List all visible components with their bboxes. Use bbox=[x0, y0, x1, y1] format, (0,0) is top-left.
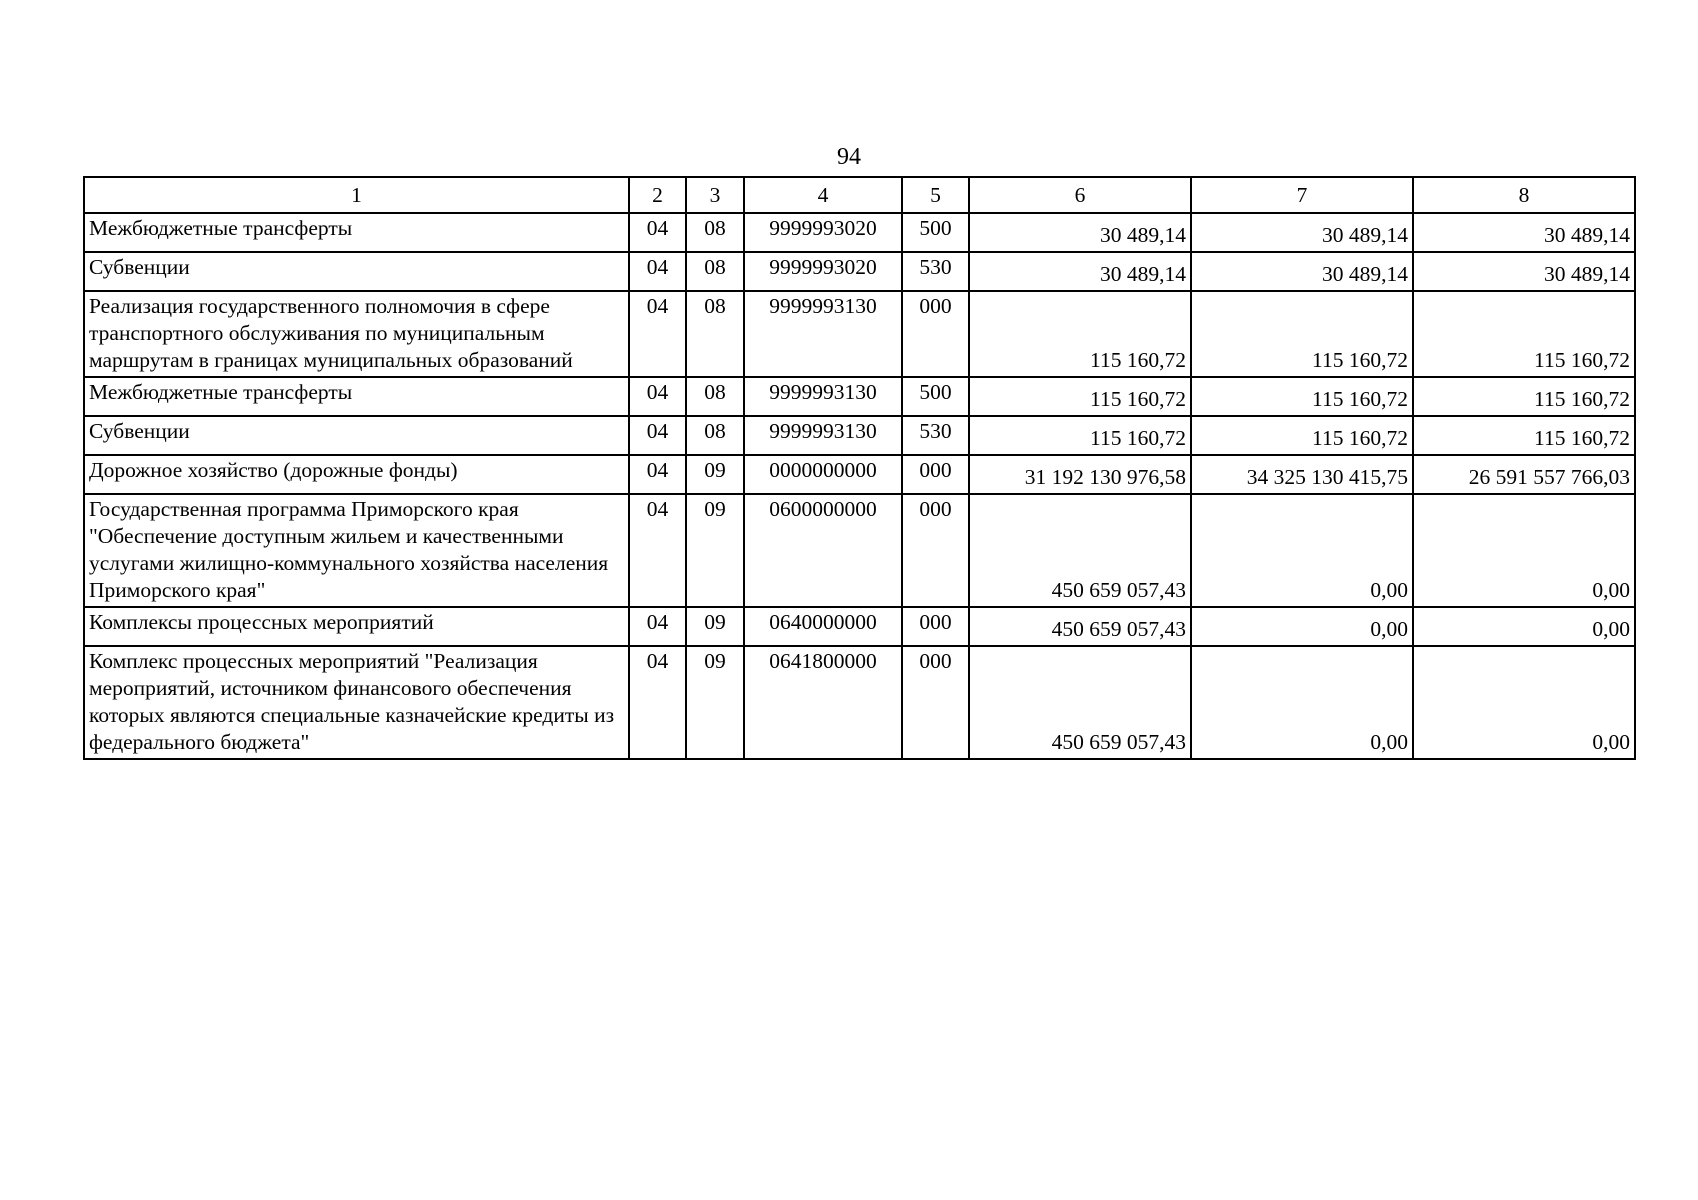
expense-type-code: 500 bbox=[902, 377, 969, 416]
expense-type-code: 000 bbox=[902, 291, 969, 377]
subsection-code: 08 bbox=[686, 416, 744, 455]
section-code: 04 bbox=[629, 455, 686, 494]
amount-col8: 0,00 bbox=[1413, 646, 1635, 759]
amount-col6: 115 160,72 bbox=[969, 291, 1191, 377]
amount-col8: 115 160,72 bbox=[1413, 416, 1635, 455]
amount-col7: 115 160,72 bbox=[1191, 416, 1413, 455]
table-row bbox=[84, 607, 1635, 646]
column-header: 5 bbox=[902, 177, 969, 213]
row-name: Межбюджетные трансферты bbox=[84, 377, 629, 416]
expense-type-code: 000 bbox=[902, 607, 969, 646]
target-article-code: 9999993020 bbox=[744, 213, 902, 252]
expense-type-code: 530 bbox=[902, 416, 969, 455]
subsection-code: 08 bbox=[686, 213, 744, 252]
row-name: Комплексы процессных мероприятий bbox=[84, 607, 629, 646]
target-article-code: 0600000000 bbox=[744, 494, 902, 607]
amount-col7: 0,00 bbox=[1191, 646, 1413, 759]
amount-col6: 115 160,72 bbox=[969, 377, 1191, 416]
amount-col6: 30 489,14 bbox=[969, 213, 1191, 252]
amount-col8: 30 489,14 bbox=[1413, 213, 1635, 252]
table-row bbox=[84, 252, 1635, 291]
column-header: 1 bbox=[84, 177, 629, 213]
table-row bbox=[84, 291, 1635, 377]
row-name: Межбюджетные трансферты bbox=[84, 213, 629, 252]
subsection-code: 08 bbox=[686, 252, 744, 291]
section-code: 04 bbox=[629, 377, 686, 416]
table-row bbox=[84, 455, 1635, 494]
budget-table bbox=[83, 176, 1636, 760]
amount-col8: 115 160,72 bbox=[1413, 291, 1635, 377]
page-number: 94 bbox=[837, 144, 861, 170]
column-header: 4 bbox=[744, 177, 902, 213]
table-header-row bbox=[84, 177, 1635, 213]
section-code: 04 bbox=[629, 494, 686, 607]
column-header: 3 bbox=[686, 177, 744, 213]
expense-type-code: 530 bbox=[902, 252, 969, 291]
target-article-code: 0641800000 bbox=[744, 646, 902, 759]
column-header: 6 bbox=[969, 177, 1191, 213]
amount-col8: 30 489,14 bbox=[1413, 252, 1635, 291]
amount-col7: 30 489,14 bbox=[1191, 213, 1413, 252]
amount-col7: 0,00 bbox=[1191, 607, 1413, 646]
subsection-code: 08 bbox=[686, 291, 744, 377]
expense-type-code: 000 bbox=[902, 455, 969, 494]
row-name: Дорожное хозяйство (дорожные фонды) bbox=[84, 455, 629, 494]
amount-col6: 115 160,72 bbox=[969, 416, 1191, 455]
amount-col6: 450 659 057,43 bbox=[969, 646, 1191, 759]
target-article-code: 0000000000 bbox=[744, 455, 902, 494]
table-row bbox=[84, 213, 1635, 252]
target-article-code: 9999993020 bbox=[744, 252, 902, 291]
column-header: 8 bbox=[1413, 177, 1635, 213]
table-row bbox=[84, 377, 1635, 416]
amount-col7: 115 160,72 bbox=[1191, 291, 1413, 377]
amount-col8: 115 160,72 bbox=[1413, 377, 1635, 416]
amount-col7: 0,00 bbox=[1191, 494, 1413, 607]
expense-type-code: 000 bbox=[902, 646, 969, 759]
subsection-code: 09 bbox=[686, 494, 744, 607]
row-name: Государственная программа Приморского края "Обеспечение доступным жильем и качественными услугами жилищно-коммунального хозяйства населения Приморского края" bbox=[84, 494, 629, 607]
column-header: 7 bbox=[1191, 177, 1413, 213]
expense-type-code: 500 bbox=[902, 213, 969, 252]
section-code: 04 bbox=[629, 291, 686, 377]
row-name: Субвенции bbox=[84, 416, 629, 455]
amount-col7: 115 160,72 bbox=[1191, 377, 1413, 416]
section-code: 04 bbox=[629, 607, 686, 646]
amount-col8: 26 591 557 766,03 bbox=[1413, 455, 1635, 494]
amount-col8: 0,00 bbox=[1413, 494, 1635, 607]
target-article-code: 9999993130 bbox=[744, 416, 902, 455]
row-name: Субвенции bbox=[84, 252, 629, 291]
subsection-code: 09 bbox=[686, 607, 744, 646]
column-header: 2 bbox=[629, 177, 686, 213]
amount-col6: 450 659 057,43 bbox=[969, 494, 1191, 607]
subsection-code: 09 bbox=[686, 646, 744, 759]
amount-col6: 30 489,14 bbox=[969, 252, 1191, 291]
target-article-code: 9999993130 bbox=[744, 291, 902, 377]
amount-col8: 0,00 bbox=[1413, 607, 1635, 646]
target-article-code: 0640000000 bbox=[744, 607, 902, 646]
amount-col6: 31 192 130 976,58 bbox=[969, 455, 1191, 494]
row-name: Реализация государственного полномочия в сфере транспортного обслуживания по муниципальным маршрутам в границах муниципальных образований bbox=[84, 291, 629, 377]
subsection-code: 08 bbox=[686, 377, 744, 416]
amount-col7: 34 325 130 415,75 bbox=[1191, 455, 1413, 494]
table-row bbox=[84, 416, 1635, 455]
amount-col7: 30 489,14 bbox=[1191, 252, 1413, 291]
row-name: Комплекс процессных мероприятий "Реализация мероприятий, источником финансового обеспечения которых являются специальные казначейские кредиты из федерального бюджета" bbox=[84, 646, 629, 759]
subsection-code: 09 bbox=[686, 455, 744, 494]
expense-type-code: 000 bbox=[902, 494, 969, 607]
section-code: 04 bbox=[629, 213, 686, 252]
table-row bbox=[84, 494, 1635, 607]
table-row bbox=[84, 646, 1635, 759]
section-code: 04 bbox=[629, 252, 686, 291]
amount-col6: 450 659 057,43 bbox=[969, 607, 1191, 646]
section-code: 04 bbox=[629, 646, 686, 759]
target-article-code: 9999993130 bbox=[744, 377, 902, 416]
section-code: 04 bbox=[629, 416, 686, 455]
